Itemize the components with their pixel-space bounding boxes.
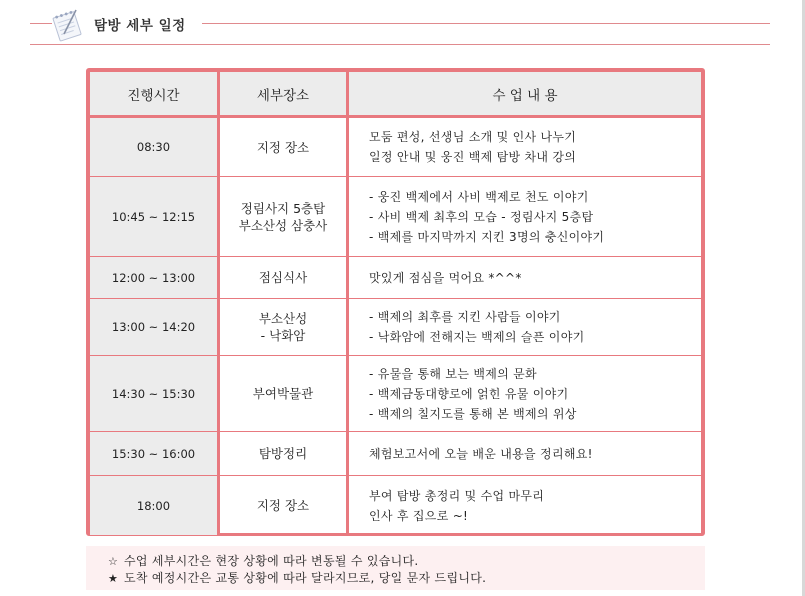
note-item (108, 552, 419, 569)
place-cell (219, 432, 348, 476)
notes-box (86, 546, 705, 590)
table-row (90, 177, 702, 257)
table-header-row (90, 72, 702, 117)
place-line: 지정 장소 (256, 139, 310, 155)
content-cell (348, 432, 702, 476)
note-item (108, 569, 486, 586)
content-cell (348, 117, 702, 177)
header-rule-bottom (30, 44, 770, 45)
content-cell (348, 476, 702, 536)
place-line: 정림사지 5층탑 (240, 200, 326, 216)
note-text: 도착 예정시간은 교통 상황에 따라 달라지므로, 당일 문자 드립니다. (124, 571, 487, 585)
content-cell (348, 299, 702, 356)
content-cell (348, 257, 702, 299)
column-header-place: 세부장소 (219, 72, 348, 117)
header-rule-top (202, 23, 770, 24)
table-row (90, 299, 702, 356)
section-header (0, 0, 802, 50)
content-line: 모둠 편성, 선생님 소개 및 인사 나누기 (369, 130, 577, 144)
time-cell: 14:30 ~ 15:30 (90, 356, 219, 432)
place-line: 탐방정리 (258, 446, 308, 461)
place-line: - 낙화암 (260, 328, 306, 343)
place-line: 부소산성 삼충사 (238, 217, 328, 233)
column-header-content: 수 업 내 용 (348, 72, 702, 117)
content-line: 맛있게 점심을 먹어요 *^^* (369, 270, 522, 285)
time-cell: 15:30 ~ 16:00 (90, 432, 219, 476)
table-row (90, 117, 702, 177)
place-cell (219, 299, 348, 356)
content-cell (348, 177, 702, 257)
time-cell: 18:00 (90, 476, 219, 536)
content-line: 체험보고서에 오늘 배운 내용을 정리해요! (369, 446, 593, 461)
table-row (90, 432, 702, 476)
content-line: - 유물을 통해 보는 백제의 문화 (369, 366, 537, 381)
schedule-table (86, 68, 705, 536)
content-line: - 사비 백제 최후의 모습 - 정림사지 5층탑 (369, 209, 594, 224)
column-header-time: 진행시간 (90, 72, 219, 117)
content-line: - 백제의 최후를 지킨 사람들 이야기 (369, 310, 561, 324)
place-line: 부소산성 (258, 311, 308, 326)
place-line: 점심식사 (258, 270, 308, 285)
place-cell (219, 476, 348, 536)
content-line: - 낙화암에 전해지는 백제의 슬픈 이야기 (369, 330, 585, 344)
content-line: - 웅진 백제에서 사비 백제로 천도 이야기 (369, 189, 589, 204)
place-line: 지정 장소 (256, 498, 310, 513)
table-row (90, 257, 702, 299)
time-cell: 10:45 ~ 12:15 (90, 177, 219, 257)
content-line: 일정 안내 및 웅진 백제 탐방 차내 강의 (369, 150, 577, 164)
time-cell: 13:00 ~ 14:20 (90, 299, 219, 356)
content-line: - 백제금동대향로에 얽힌 유물 이야기 (369, 386, 569, 401)
content-line: - 백제의 칠지도를 통해 본 백제의 위상 (369, 406, 577, 421)
table-row (90, 356, 702, 432)
black-star-icon: ★ (108, 572, 119, 585)
place-cell (219, 257, 348, 299)
content-line: 부여 탐방 총정리 및 수업 마무리 (369, 488, 545, 503)
time-cell: 08:30 (90, 117, 219, 177)
place-cell (219, 356, 348, 432)
page-title: 탐방 세부 일정 (94, 18, 186, 34)
content-line: 인사 후 집으로 ~! (369, 508, 469, 523)
memo-pad-icon (48, 4, 88, 44)
place-line: 부여박물관 (252, 386, 314, 401)
table-row (90, 476, 702, 536)
time-cell: 12:00 ~ 13:00 (90, 257, 219, 299)
content-line: - 백제를 마지막까지 지킨 3명의 충신이야기 (369, 229, 605, 244)
content-cell (348, 356, 702, 432)
white-star-icon: ☆ (108, 555, 119, 568)
place-cell (219, 177, 348, 257)
note-text: 수업 세부시간은 현장 상황에 따라 변동될 수 있습니다. (124, 554, 419, 568)
place-cell (219, 117, 348, 177)
